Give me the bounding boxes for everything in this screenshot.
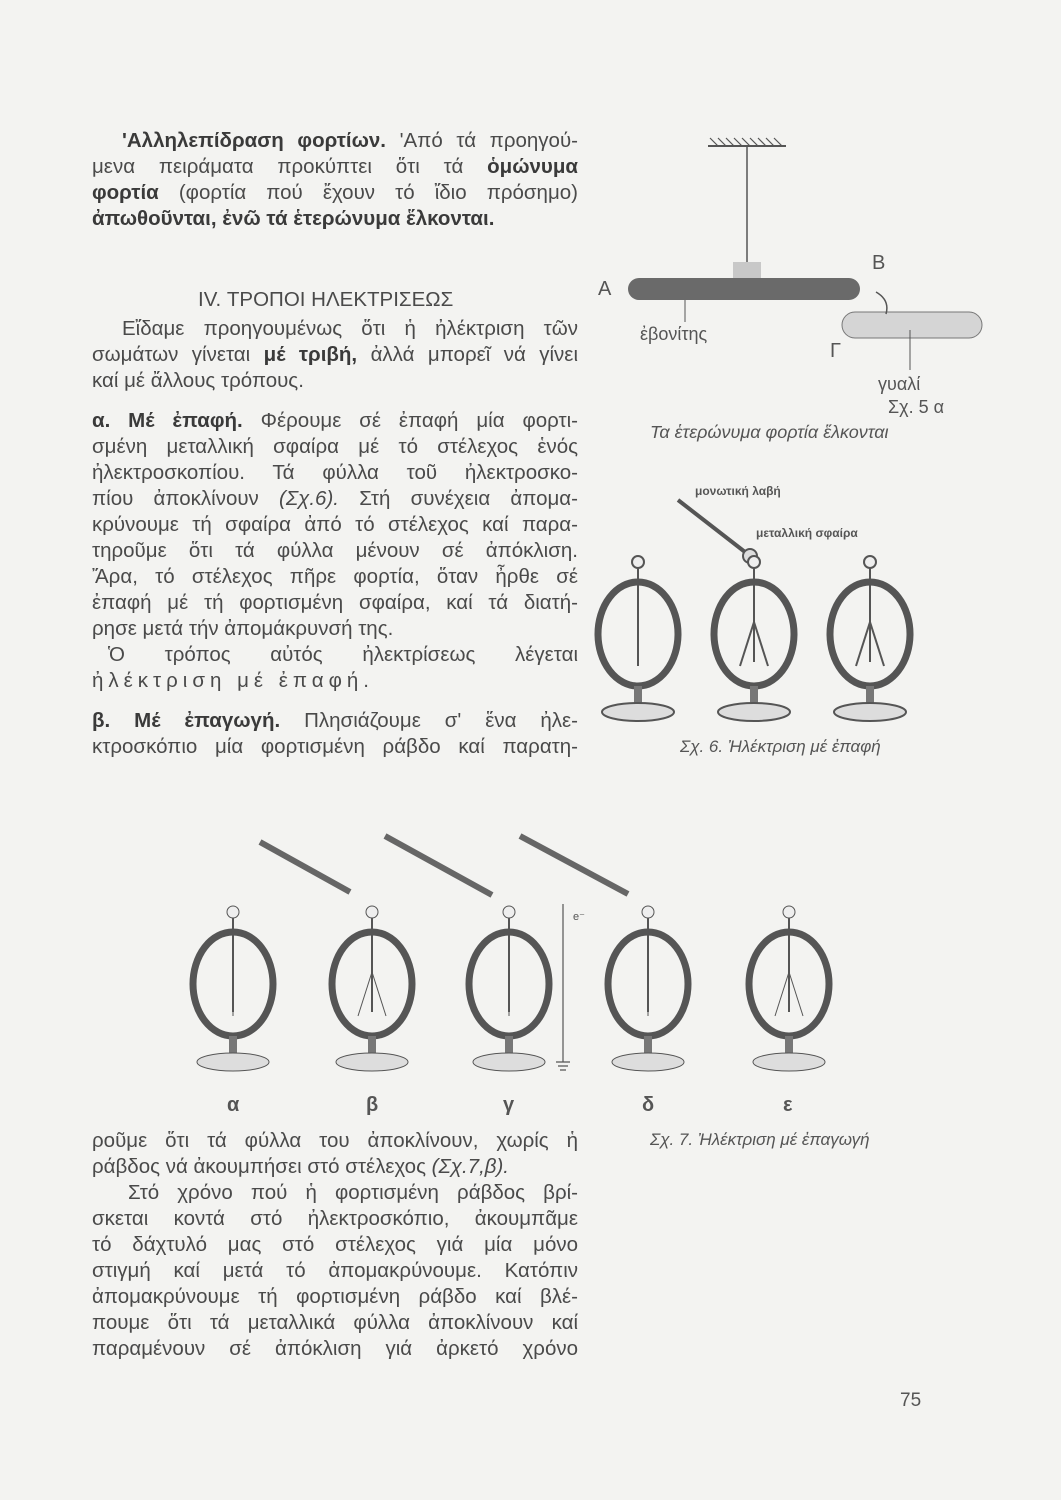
page-number: 75 xyxy=(900,1390,922,1411)
electroscope xyxy=(598,556,678,721)
electroscope xyxy=(332,906,412,1071)
fig5-label-a: A xyxy=(598,278,612,300)
text-span: ἀπομακρύνουμε τή φορτισμένη ράβδο καί βλέ- xyxy=(92,1285,578,1308)
electroscope xyxy=(749,906,829,1071)
text-span: πίου ἀποκλίνουν xyxy=(92,487,280,510)
text-span: Στή συνέχεια ἀπομα- xyxy=(338,487,578,510)
text-span: ροῦμε ὅτι τά φύλλα του ἀποκλίνουν, χωρίς ἡ xyxy=(92,1129,578,1152)
text-span: Πλησιάζουμε σ' ἕνα ἠλε- xyxy=(280,709,579,732)
bold-text: β. Μέ ἐπαγωγή. xyxy=(92,709,281,732)
fig7-panel-label: α xyxy=(227,1094,240,1116)
fig7-electron-label: e⁻ xyxy=(573,911,585,923)
fig5-label-g: Γ xyxy=(830,340,842,362)
fig5-ebonite-label: ἐβονίτης xyxy=(640,324,708,344)
text-span: Στό χρόνο πού ἡ φορτισμένη ράβδος βρί- xyxy=(128,1181,578,1204)
electroscope xyxy=(608,906,688,1071)
text-span: σωμάτων γίνεται xyxy=(92,343,264,366)
text-span: Φέρουμε σέ ἐπαφή μία φορτι- xyxy=(242,409,578,432)
text-span: ἐπαφή μέ τή φορτισμένη σφαίρα, καί τά διατή- xyxy=(92,591,578,614)
bold-text: α. Μέ ἐπαφή. xyxy=(92,409,243,432)
fig7-caption: Σχ. 7. Ἠλέκτριση μέ ἐπαγωγή xyxy=(650,1130,870,1149)
bold-text: ὁμώνυμα xyxy=(487,155,578,178)
text-span: Ἄρα, τό στέλεχος πῆρε φορτία, ὅταν ἦρθε σέ xyxy=(92,565,578,588)
text-span: (φορτία πού ἔχουν τό ἴδιο πρόσημο) xyxy=(158,181,578,204)
text-span: κρύνουμε τή σφαίρα ἀπό τό στέλεχος καί παρα- xyxy=(92,513,578,536)
text-span: ἠλέκτριση μέ ἐπαφή. xyxy=(92,669,374,692)
text-span: ρησε μετά τήν ἀπομάκρυνσή της. xyxy=(92,617,394,640)
fig5-glass-label: γυαλί xyxy=(878,374,921,394)
text-span: Εἴδαμε προηγουμένως ὅτι ἡ ἠλέκτριση τῶν xyxy=(122,317,578,340)
fig6-sphere-label: μεταλλική σφαίρα xyxy=(756,526,858,540)
figure-6-drawing xyxy=(598,500,910,721)
text-span: μενα πειράματα προκύπτει ὅτι τά xyxy=(92,155,488,178)
fig7-panel-label: δ xyxy=(642,1094,655,1116)
bold-text: φορτία xyxy=(92,181,159,204)
electroscope xyxy=(714,556,794,721)
text-span: Ὁ τρόπος αὐτός ἠλεκτρίσεως λέγεται xyxy=(108,643,578,666)
electroscope xyxy=(193,906,273,1071)
electroscope xyxy=(469,906,549,1071)
bold-text: 'Αλληλεπίδραση φορτίων. xyxy=(122,129,386,152)
text-span: ράβδος νά ἀκουμπήσει στό στέλεχος xyxy=(92,1155,432,1178)
text-span: IV. ΤΡΟΠΟΙ ΗΛΕΚΤΡΙΣΕΩΣ xyxy=(198,288,454,311)
fig7-panel-label: γ xyxy=(503,1094,515,1116)
fig5-label-b: B xyxy=(872,252,886,274)
text-span: σκεται κοντά στό ἠλεκτροσκόπιο, ἀκουμπᾶμε xyxy=(92,1207,578,1230)
text-span: κτροσκόπιο μία φορτισμένη ράβδο καί παρατη- xyxy=(92,735,578,758)
fig6-handle-label: μονωτική λαβή xyxy=(695,484,781,498)
text-span: καί μέ ἄλλους τρόπους. xyxy=(92,369,304,392)
text-span: 'Από τά προηγού- xyxy=(385,129,578,152)
text-span: ἠλεκτροσκοπίου. Τά φύλλα τοῦ ἠλεκτροσκο- xyxy=(92,461,578,484)
italic-text: (Σχ.7,β). xyxy=(431,1155,510,1178)
fig5-caption: Τα ἑτερώνυμα φορτία ἕλκονται xyxy=(650,422,889,442)
fig7-panel-label: ε xyxy=(783,1094,793,1116)
figure-7-drawing xyxy=(193,836,829,1071)
electroscope xyxy=(830,556,910,721)
text-span: στιγμή καί μετά τό ἀπομακρύνουμε. Κατόπιν xyxy=(92,1259,578,1282)
text-span: τό δάχτυλό μας στό στέλεχος γιά μία μόνο xyxy=(92,1233,578,1256)
fig5-number: Σχ. 5 α xyxy=(888,397,944,417)
bold-text: ἀπωθοῦνται, ἐνῶ τά ἑτερώνυμα ἕλκονται. xyxy=(92,207,495,230)
fig7-panel-label: β xyxy=(366,1094,379,1116)
text-span: σμένη μεταλλική σφαίρα μέ τό στέλεχος ἑνός xyxy=(92,435,578,458)
text-span: τηροῦμε ὅτι τά φύλλα μένουν σέ ἀπόκλιση. xyxy=(92,539,578,562)
text-span: ἀλλά μπορεῖ νά γίνει xyxy=(357,343,579,366)
bold-text: μέ τριβή, xyxy=(263,343,358,366)
text-span: παραμένουν σέ ἀπόκλιση γιά ἀρκετό χρόνο xyxy=(92,1337,578,1360)
text-span: πουμε ὅτι τά μεταλλικά φύλλα ἀποκλίνουν καί xyxy=(92,1311,578,1334)
fig6-caption: Σχ. 6. Ἠλέκτριση μέ ἐπαφή xyxy=(680,737,881,756)
italic-text: (Σχ.6). xyxy=(279,487,339,510)
